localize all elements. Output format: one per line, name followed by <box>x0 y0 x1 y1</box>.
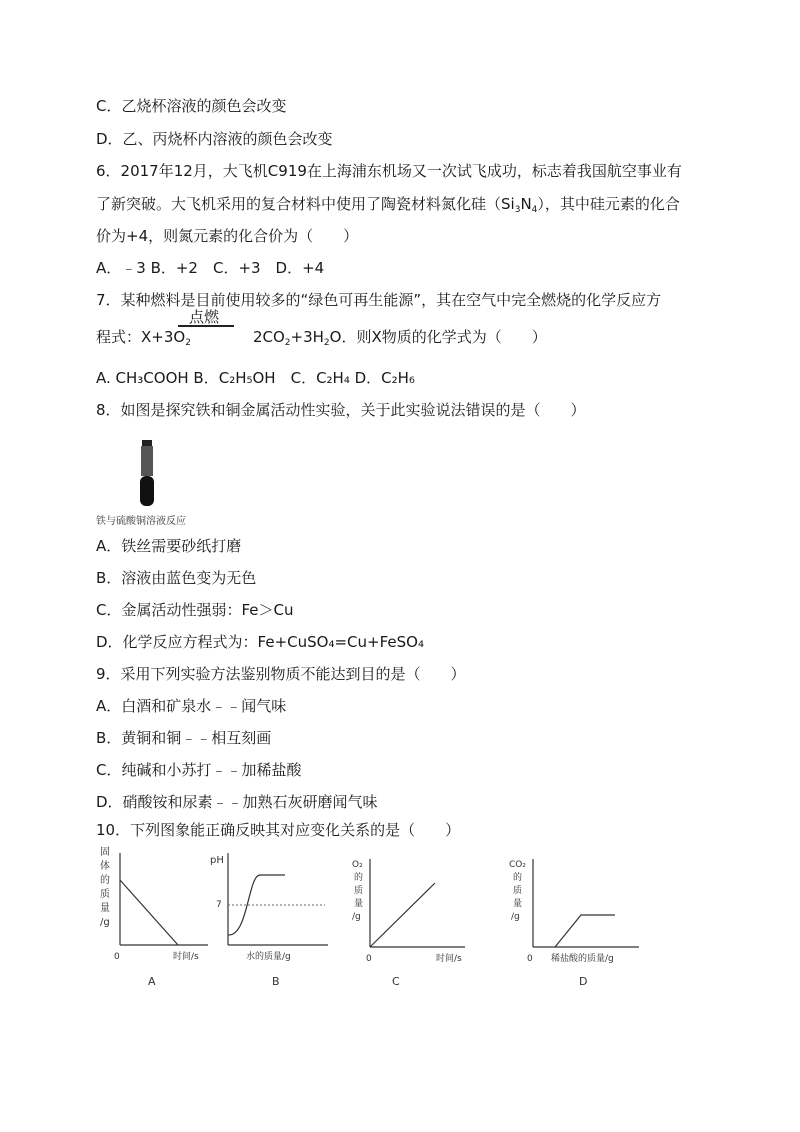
question-6-line3: 价为+4，则氮元素的化合价为（ ） <box>96 227 359 245</box>
graph-a-origin: 0 <box>114 952 120 962</box>
eq-left: 程式：X+3O <box>96 328 186 346</box>
eq-sub-1: 2 <box>185 338 191 348</box>
graph-d-caption: D <box>579 975 588 988</box>
question-6-line2 <box>96 194 680 220</box>
option-c-q9: C．纯碱和小苏打﹣﹣加稀盐酸 <box>96 761 302 779</box>
graph-b-xlabel: 水的质量/g <box>246 952 291 962</box>
graph-b <box>210 845 335 995</box>
reaction-condition: 点燃 <box>189 308 220 326</box>
option-c-q8: C．金属活动性强弱：Fe＞Cu <box>96 601 294 619</box>
q6-subscript-1: 3 <box>514 205 521 215</box>
option-d-q9: D．硝酸铵和尿素﹣﹣加熟石灰研磨闻气味 <box>96 793 378 811</box>
question-7-options: A. CH₃COOH B．C₂H₅OH C．C₂H₄ D．C₂H₆ <box>96 369 415 387</box>
question-6-line1: 6．2017年12月，大飞机C919在上海浦东机场又一次试飞成功，标志着我国航空事业有 <box>96 162 682 180</box>
tube-body <box>141 446 153 476</box>
q6-text-post: ），其中硅元素的化合 <box>537 195 680 213</box>
option-a-q8: A．铁丝需要砂纸打磨 <box>96 537 242 555</box>
graph-a <box>98 845 213 995</box>
question-10: 10．下列图象能正确反映其对应变化关系的是（ ） <box>96 821 461 839</box>
tube-solution <box>140 476 154 506</box>
question-7-equation <box>96 306 716 356</box>
test-tube-image <box>136 440 158 510</box>
graph-c-caption: C <box>392 975 400 988</box>
graph-d-line <box>555 915 615 947</box>
graph-b-seven: 7 <box>216 900 222 910</box>
graph-c-line <box>370 883 435 947</box>
image-caption: 铁与硫酸铜溶液反应 <box>96 516 186 527</box>
question-9: 9．采用下列实验方法鉴别物质不能达到目的是（ ） <box>96 665 466 683</box>
eq-sub-2: 2 <box>284 338 291 348</box>
option-b-q8: B．溶液由蓝色变为无色 <box>96 569 257 587</box>
graph-d-xlabel: 稀盐酸的质量/g <box>551 954 614 964</box>
tube-top <box>142 440 152 446</box>
graph-a-ylabel: 固体的质量/g <box>100 847 110 928</box>
option-a-q9: A．白酒和矿泉水﹣﹣闻气味 <box>96 697 287 715</box>
eq-right2: +3H <box>290 328 324 346</box>
graph-a-xlabel: 时间/s <box>173 952 199 962</box>
graph-a-caption: A <box>148 975 156 988</box>
option-c-q5: C．乙烧杯溶液的颜色会改变 <box>96 97 287 115</box>
question-7-line1: 7．某种燃料是目前使用较多的“绿色可再生能源”，其在空气中完全燃烧的化学反应方 <box>96 291 662 309</box>
graph-c-xlabel: 时间/s <box>436 954 462 964</box>
eq-end: O．则X物质的化学式为（ ） <box>329 328 547 346</box>
q6-subscript-2: 4 <box>531 205 538 215</box>
graph-d-ylabel: CO₂ 的质量/g <box>509 860 526 922</box>
graph-c-ylabel: O₂ 的质量/g <box>352 860 364 922</box>
option-b-q9: B．黄铜和铜﹣﹣相互刻画 <box>96 729 272 747</box>
q6-text-mid: N <box>520 195 532 213</box>
q6-text-pre: 了新突破。大飞机采用的复合材料中使用了陶瓷材料氮化硅（Si <box>96 195 515 213</box>
eq-right: 2CO <box>252 328 285 346</box>
option-d-q8: D．化学反应方程式为：Fe+CuSO₄=Cu+FeSO₄ <box>96 633 424 651</box>
graph-c-origin: 0 <box>366 954 372 964</box>
question-8: 8．如图是探究铁和铜金属活动性实验，关于此实验说法错误的是（ ） <box>96 401 586 419</box>
graph-d-origin: 0 <box>527 954 533 964</box>
graph-c <box>350 855 470 995</box>
graph-a-line <box>120 880 178 945</box>
equation-line <box>96 326 547 348</box>
graph-b-ylabel: pH <box>210 855 224 866</box>
eq-sub-3: 2 <box>323 338 330 348</box>
option-d-q5: D．乙、丙烧杯内溶液的颜色会改变 <box>96 130 333 148</box>
question-6-options: A．﹣3 B．+2 C．+3 D．+4 <box>96 259 325 277</box>
graph-d <box>507 855 647 995</box>
graph-b-caption: B <box>272 975 280 988</box>
